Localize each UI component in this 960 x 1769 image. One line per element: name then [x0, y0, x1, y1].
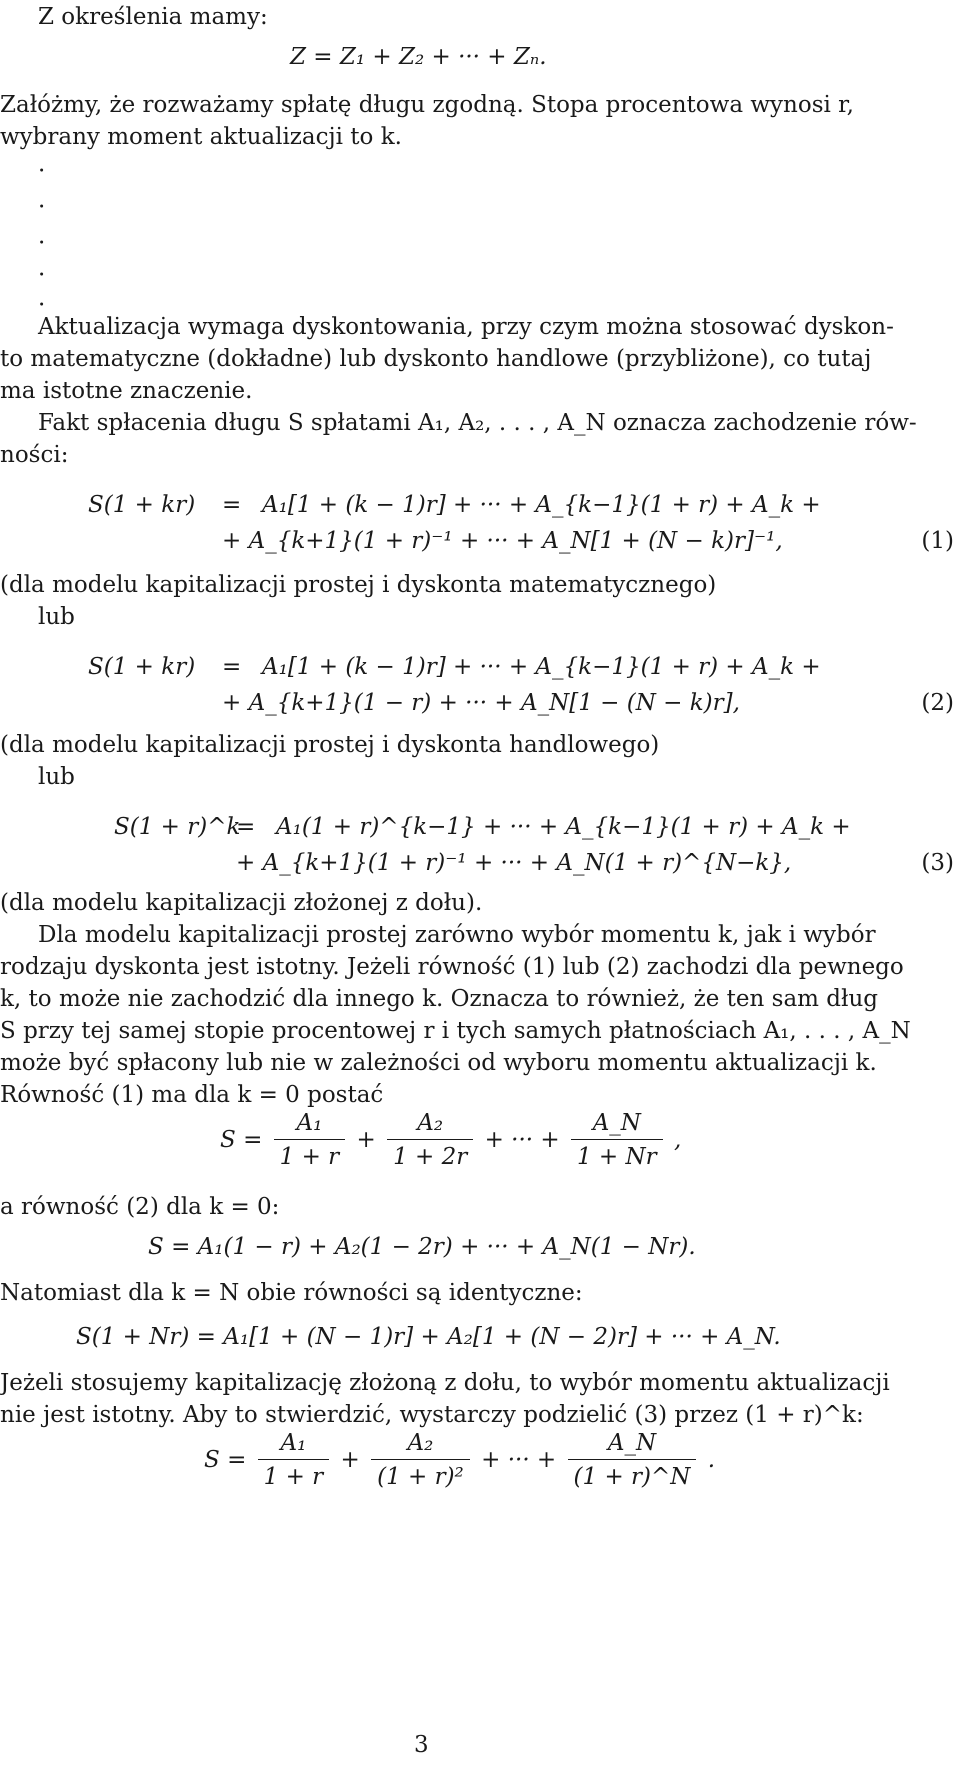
fraction: $\frac{\text{A₂}}{\text{(1 + r)²}}$	[371, 1432, 470, 1489]
eq1-row2: + A_{k+1}(1 + r)⁻¹ + ··· + A_N[1 + (N − k)r]⁻¹,	[222, 528, 783, 554]
page-number: 3	[414, 1732, 429, 1758]
eq2-row2: + A_{k+1}(1 − r) + ··· + A_N[1 − (N − k)r],	[222, 690, 740, 716]
text-line: wybrany moment aktualizacji to k.	[0, 124, 402, 150]
text-line: Aktualizacja wymaga dyskontowania, przy czym można stosować dyskon-	[38, 314, 894, 340]
text-line: lub	[38, 604, 75, 630]
equation-number: (2)	[921, 690, 954, 716]
text-line: (dla modelu kapitalizacji złożonej z dołu).	[0, 890, 483, 916]
eq2-row1: A₁[1 + (k − 1)r] + ··· + A_{k−1}(1 + r) + A_k +	[262, 654, 821, 680]
text-line: Natomiast dla k = N obie równości są identyczne:	[0, 1280, 583, 1306]
eq3-row2: + A_{k+1}(1 + r)⁻¹ + ··· + A_N(1 + r)^{N−k},	[236, 850, 792, 876]
equation-kN: S(1 + Nr) = A₁[1 + (N − 1)r] + A₂[1 + (N − 2)r] + ··· + A_N.	[76, 1324, 781, 1350]
eq1-rel: =	[222, 492, 242, 518]
equation-sum: Z = Z₁ + Z₂ + ··· + Zₙ.	[290, 44, 547, 70]
fraction: $\frac{\text{A₁}}{1 + r}$	[274, 1112, 346, 1169]
eq2-lhs: S(1 + kr)	[88, 654, 196, 680]
text-line: lub	[38, 764, 75, 790]
fraction: $\frac{\text{A₂}}{1 + 2r}$	[387, 1112, 473, 1169]
text-line: rodzaju dyskonta jest istotny. Jeżeli równość (1) lub (2) zachodzi dla pewnego	[0, 954, 904, 980]
text-line: a równość (2) dla k = 0:	[0, 1194, 280, 1220]
text-line: ma istotne znaczenie.	[0, 378, 253, 404]
fraction: $\frac{A\_N}{1 + Nr}$	[571, 1112, 663, 1169]
eq2-rel: =	[222, 654, 242, 680]
fraction: $\frac{\text{A₁}}{1 + r}$	[258, 1432, 330, 1489]
text-line: Z określenia mamy:	[38, 4, 268, 30]
ellipsis-dot: ·	[38, 262, 46, 288]
text-line: Załóżmy, że rozważamy spłatę długu zgodną. Stopa procentowa wynosi r,	[0, 92, 854, 118]
equation-number: (3)	[921, 850, 954, 876]
text-line: Jeżeli stosujemy kapitalizację złożoną z dołu, to wybór momentu aktualizacji	[0, 1370, 890, 1396]
text-line: ności:	[0, 442, 69, 468]
eq3-rel: =	[236, 814, 256, 840]
equation-final: S = $\frac{\text{A₁}}{1 + r}$ + $\frac{\text{A₂}}{\text{(1 + r)²}}$ + ··· + $\frac{A\_N}{(1 + r)\^{}N}$ .	[204, 1430, 716, 1490]
eq3-lhs: S(1 + r)^k	[114, 814, 241, 840]
text-line: nie jest istotny. Aby to stwierdzić, wystarczy podzielić (3) przez (1 + r)^k:	[0, 1402, 864, 1428]
text-line: k, to może nie zachodzić dla innego k. Oznacza to również, że ten sam dług	[0, 986, 878, 1012]
equation-k0-discount: S = A₁(1 − r) + A₂(1 − 2r) + ··· + A_N(1 − Nr).	[148, 1234, 696, 1260]
ellipsis-dot: ·	[38, 194, 46, 220]
text-line: Dla modelu kapitalizacji prostej zarówno wybór momentu k, jak i wybór	[38, 922, 876, 948]
ellipsis-dot: ·	[38, 230, 46, 256]
text-line: S przy tej samej stopie procentowej r i tych samych płatnościach A₁, . . . , A_N	[0, 1018, 911, 1044]
fraction: $\frac{A\_N}{(1 + r)\^{}N}$	[568, 1432, 697, 1489]
text-line: (dla modelu kapitalizacji prostej i dyskonta matematycznego)	[0, 572, 717, 598]
ellipsis-dot: ·	[38, 158, 46, 184]
equation-number: (1)	[921, 528, 954, 554]
eq1-row1: A₁[1 + (k − 1)r] + ··· + A_{k−1}(1 + r) + A_k +	[262, 492, 821, 518]
text-line: Fakt spłacenia długu S spłatami A₁, A₂, . . . , A_N oznacza zachodzenie rów-	[38, 410, 917, 436]
text-line: może być spłacony lub nie w zależności od wyboru momentu aktualizacji k.	[0, 1050, 877, 1076]
ellipsis-dot: ·	[38, 292, 46, 318]
text-line: Równość (1) ma dla k = 0 postać	[0, 1082, 384, 1108]
text-line: to matematyczne (dokładne) lub dyskonto handlowe (przybliżone), co tutaj	[0, 346, 872, 372]
eq1-lhs: S(1 + kr)	[88, 492, 196, 518]
eq3-row1: A₁(1 + r)^{k−1} + ··· + A_{k−1}(1 + r) + A_k +	[276, 814, 851, 840]
text-line: (dla modelu kapitalizacji prostej i dyskonta handlowego)	[0, 732, 660, 758]
equation-k0-fractions: S = $\frac{\text{A₁}}{1 + r}$ + $\frac{\text{A₂}}{1 + 2r}$ + ··· + $\frac{A\_N}{1 + Nr}$ ,	[220, 1110, 682, 1170]
